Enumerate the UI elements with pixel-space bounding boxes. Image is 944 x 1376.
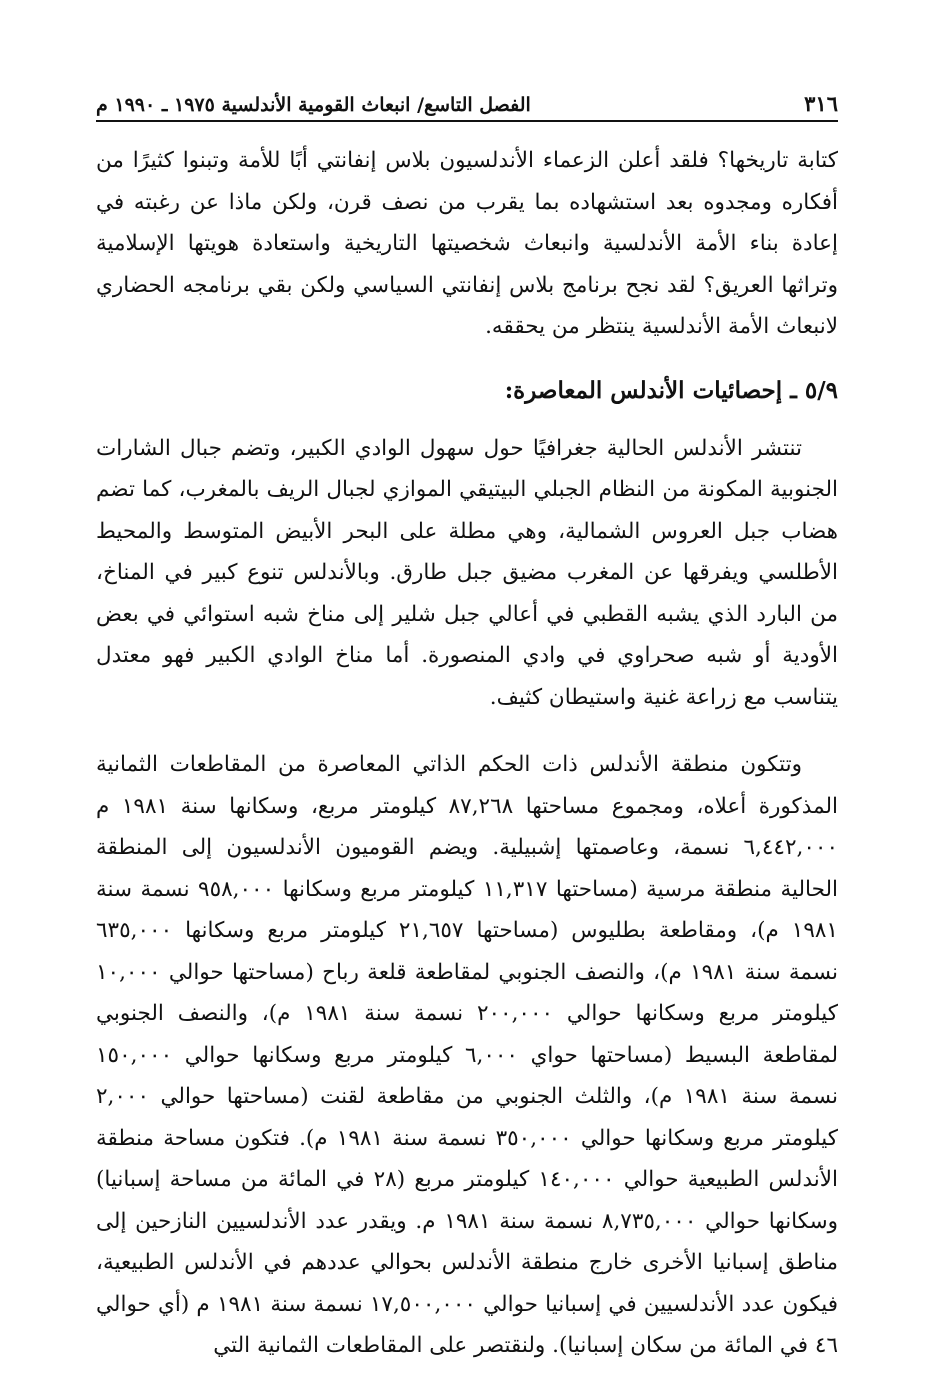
page-number: ٣١٦ — [804, 91, 838, 116]
running-header — [96, 72, 838, 122]
paragraph-geography: تنتشر الأندلس الحالية جغرافيًا حول سهول الوادي الكبير، وتضم جبال الشارات الجنوبية المكونة من النظام الجبلي البيتيقي الموازي لجبال الريف بالمغرب، كما تضم هضاب جبل العروس الشمالية، وهي مطلة على البحر الأبيض المتوسط والمحيط الأطلسي ويفرقها عن المغرب مضيق جبل طارق. وبالأندلس تنوع كبير في المناخ، من البارد الذي يشبه القطبي في أعالي جبل شلير إلى مناخ شبه استوائي في بعض الأودية أو شبه صحراوي في وادي المنصورة. أما مناخ الوادي الكبير فهو معتدل يتناسب مع زراعة غنية واستيطان كثيف. — [96, 435, 838, 710]
paragraph-statistics: وتتكون منطقة الأندلس ذات الحكم الذاتي المعاصرة من المقاطعات الثمانية المذكورة أعلاه، ومجموع مساحتها ٨٧,٢٦٨ كيلومتر مربع، وسكانها سنة ١٩٨١ م ٦,٤٤٢,٠٠٠ نسمة، وعاصمتها إشبيلية. ويضم القوميون الأندلسيون إلى المنطقة الحالية منطقة مرسية (مساحتها ١١,٣١٧ كيلومتر مربع وسكانها ٩٥٨,٠٠٠ نسمة سنة ١٩٨١ م)، ومقاطعة بطليوس (مساحتها ٢١,٦٥٧ كيلومتر مربع وسكانها ٦٣٥,٠٠٠ نسمة سنة ١٩٨١ م)، والنصف الجنوبي لمقاطعة قلعة رباح (مساحتها حوالي ١٠,٠٠٠ كيلومتر مربع وسكانها حوالي ٢٠٠,٠٠٠ نسمة سنة ١٩٨١ م)، والنصف الجنوبي لمقاطعة البسيط (مساحتها حواي ٦,٠٠٠ كيلومتر مربع وسكانها حوالي ١٥٠,٠٠٠ نسمة سنة ١٩٨١ م)، والثلث الجنوبي من مقاطعة لقنت (مساحتها حوالي ٢,٠٠٠ كيلومتر مربع وسكانها حوالي ٣٥٠,٠٠٠ نسمة سنة ١٩٨١ م). فتكون مساحة منطقة الأندلس الطبيعية حوالي ١٤٠,٠٠٠ كيلومتر مربع (٢٨ في المائة من مساحة إسبانيا) وسكانها حوالي ٨,٧٣٥,٠٠٠ نسمة سنة ١٩٨١ م. ويقدر عدد الأندلسيين النازحين إلى مناطق إسبانيا الأخرى خارج منطقة الأندلس بحوالي عددهم في الأندلس الطبيعية، فيكون عدد الأندلسيين في إسبانيا حوالي ١٧,٥٠٠,٠٠٠ نسمة سنة ١٩٨١ م (أي حوالي ٤٦ في المائة من سكان إسبانيا). ولنقتصر على المقاطعات الثمانية التي — [96, 752, 839, 1358]
section-heading: ٥/٩ ـ إحصائيات الأندلس المعاصرة: — [504, 376, 838, 404]
chapter-title: الفصل التاسع/ انبعاث القومية الأندلسية ١٩٧٥ ـ ١٩٩٠ م — [96, 94, 531, 116]
paragraph-gap — [96, 718, 838, 744]
book-page — [96, 72, 838, 1367]
paragraph-continuation: كتابة تاريخها؟ فلقد أعلن الزعماء الأندلسيون بلاس إنفانتي أبًا للأمة وتبنوا كثيرًا من أفكاره ومجدوه بعد استشهاده بما يقرب من نصف قرن، ولكن ماذا عن رغبته في إعادة بناء الأمة الأندلسية وانبعاث شخصيتها التاريخية واستعادة هويتها الإسلامية وتراثها العريق؟ لقد نجح برنامج بلاس إنفانتي السياسي ولكن بقي برنامجه الحضاري لانبعاث الأمة الأندلسية ينتظر من يحققه. — [96, 148, 838, 339]
